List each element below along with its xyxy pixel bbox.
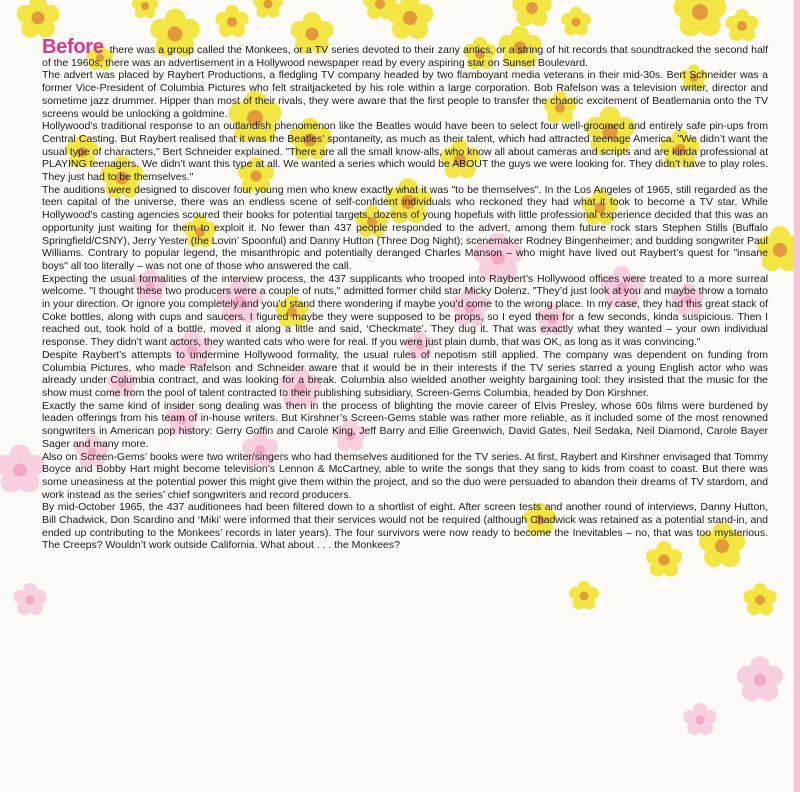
right-edge-strip: [794, 0, 800, 792]
paragraph-9: By mid-October 1965, the 437 auditionees had been filtered down to a shortlist of eight. After screen tests and another round of interviews, Danny Hutton, Bill Chadwick, Don Scardino and ‘Miki’ were informed that their services would not be required (although Chadwick was retained as a potential stand-in, and ended up contributing to the Monkees’ records in later years). The four survivors were now ready to become the Inevitables – no, that was too mysterious. The Creeps? Wouldn’t work outside California. What about . . . the Monkees?: [42, 501, 768, 552]
paragraph-7: Exactly the same kind of insider song dealing was then in the process of blighting the movie career of Elvis Presley, whose 60s films were burdened by leaden offerings from his team of in-house writers. But Kirshner’s Screen-Gems stable was rather more reliable, as it included some of the most renowned songwriters in American pop history: Gerry Goffin and Carole King, Jeff Barry and Ellie Greenwich, David Gates, Neil Sedaka, Neil Diamond, Carole Bayer Sager and many more.: [42, 399, 768, 450]
paragraph-3: Hollywood’s traditional response to an outlandish phenomenon like the Beatles would have been to select four well-groomed and entirely safe pin-ups from Central Casting. But Raybert realised that it was the Beatles’ spontaneity, as much as their talent, which had attracted teenage America. "We didn’t want the usual type of characters," Bert Schneider explained. "There are all the small know-alls, who know all about cameras and scripts and are kinda professional at PLAYING teenagers. We didn’t want this type at all. We wanted a series which would be ABOUT the guys we were looking for. They didn’t have to play roles. They just had to be themselves.": [42, 120, 768, 184]
lead-word: Before: [42, 36, 104, 58]
paragraph-text: there was a group called the Monkees, or a TV series devoted to their zany antics, or a string of hit records that soundtracked the second half of the 1960s, there was an advertisement in a Hollywood newspaper read by every aspiring star on Sunset Boulevard.: [42, 44, 768, 69]
paragraph-8: Also on Screen-Gems’ books were two writer/singers who had themselves auditioned for the TV series. At first, Raybert and Kirshner envisaged that Tommy Boyce and Bobby Hart might become television’s Lennon & McCartney, able to write the songs that they sang to kids from coast to coast. But there was some uneasiness at the potential power this might give them within the project, and so the duo were persuaded to abandon their dreams of TV stardom, and work instead as the series’ chief songwriters and record producers.: [42, 450, 768, 501]
paragraph-6: Despite Raybert’s attempts to undermine Hollywood formality, the usual rules of nepotism still applied. The company was dependent on funding from Columbia Pictures, who made Rafelson and Schneider aware that it would be in their interests if the TV series starred a young English actor who was already under Columbia contract, and was looking for a break. Columbia also wielded another weighty bargaining tool: they insisted that the music for the show must come from the pool of talent contracted to their publishing subsidiary, Screen-Gems Columbia, headed by Don Kirshner.: [42, 348, 768, 399]
paragraph-5: Expecting the usual formalities of the interview process, the 437 supplicants who trooped into Raybert’s Hollywood offices were treated to a more surreal welcome. "I thought these two producers were a couple of nuts," admitted former child star Micky Dolenz. "They’d just look at you and maybe throw a tomato in your direction. Or ignore you completely and you’d stand there wondering if maybe you’d come to the wrong place. In my case, they had this great stack of Coke bottles, along with cups and saucers. I figured maybe they were supposed to be props, so I eyed them for a few seconds, kinda suspicious. Then I reached out, took hold of a bottle, moved it along a little and said, ‘Checkmate’. They dug it. That was exactly what they wanted – your own individual response. They didn’t want actors, they wanted cats who were for real. If you were just plain dumb, that was OK, as long as it was convincing.": [42, 272, 768, 349]
paragraph-1: [42, 36, 768, 69]
article-body: [42, 36, 768, 552]
paragraph-4: The auditions were designed to discover four young men who knew exactly what it was "to be themselves". In the Los Angeles of 1965, still regarded as the teen capital of the universe, there was an endless scene of self-confident individuals who reckoned they had what it took to become a TV star. While Hollywood’s casting agencies scoured their books for potential targets, dozens of young hopefuls with little professional experience decided that this was an opportunity just waiting for them to exploit it. No fewer than 437 people responded to the advert, among them future rock stars Stephen Stills (Buffalo Springfield/CSNY), Jerry Yester (the Lovin’ Spoonful) and Danny Hutton (Three Dog Night); scenemaker Rodney Bingenheimer; and budding songwriter Paul Williams. Contrary to popular legend, the misanthropic and potentially deranged Charles Manson – who might have lived out Raybert’s quest for "insane boys" all too literally – was not one of those who answered the call.: [42, 183, 768, 272]
paragraph-2: The advert was placed by Raybert Productions, a fledgling TV company headed by two flamboyant media veterans in their mid-30s. Bert Schneider was a former Vice-President of Columbia Pictures who felt straitjacketed by his role within a large corporation. Bob Rafelson was a television writer, director and sometime jazz drummer. Hipper than most of their rivals, they were aware that the first people to transfer the chaotic excitement of Beatlemania onto the TV screens would be unlocking a goldmine.: [42, 69, 768, 120]
